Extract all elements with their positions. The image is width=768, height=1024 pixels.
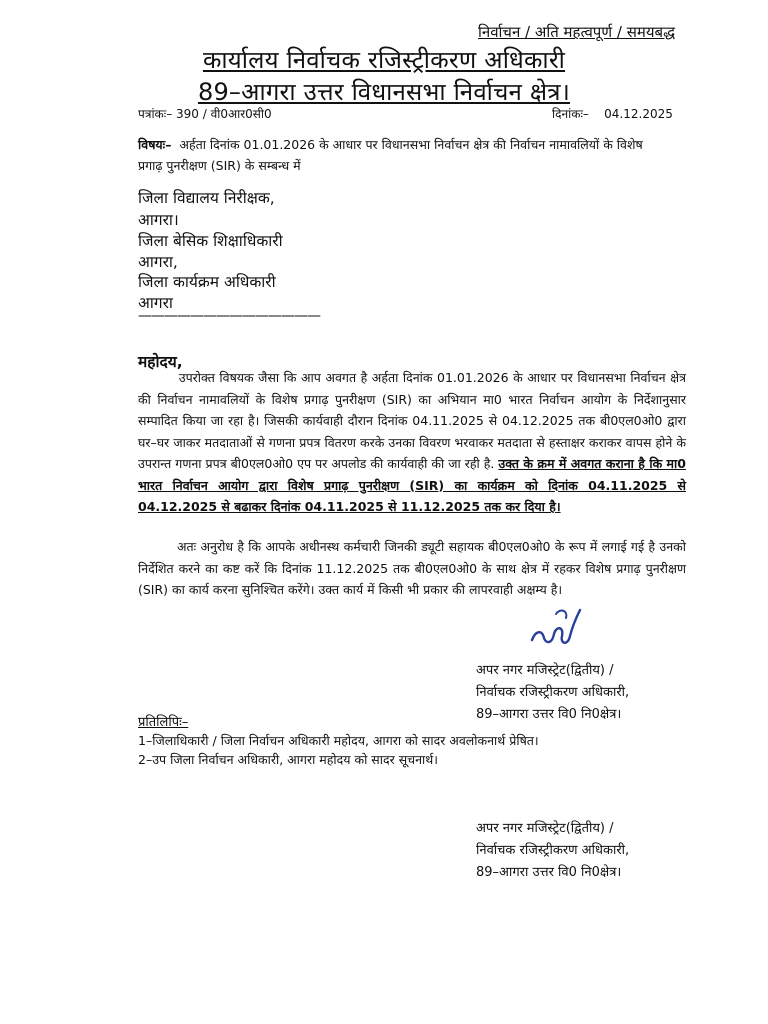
body-paragraph-2: अतः अनुरोध है कि आपके अधीनस्थ कर्मचारी जिनकी ड्यूटी सहायक बी0एल0ओ0 के रूप में लगाई गई है उनको निर्देशित करने का कष्ट करें कि दिनांक 11.12.2025 तक बी0एल0ओ0 के साथ क्षेत्र में रहकर विशेष प्रगाढ़ पुनरीक्षण (SIR) का कार्य करना सुनिश्चित करेंगे। उक्त कार्य में किसी भी प्रकार की लापरवाही अक्षम्य है। — [138, 539, 687, 597]
subject-label: विषयः– — [138, 137, 172, 152]
addressee-line: आगरा। — [138, 211, 179, 229]
addressee-line: आगरा, — [138, 253, 178, 271]
extension-notice: उक्त के क्रम में अवगत कराना है कि मा0 भारत निर्वाचन आयोग द्वारा विशेष प्रगाढ़ पुनरीक्षण (SIR) का कार्यक्रम को दिनांक 04.11.2025 से 04.12.2025 से बढाकर दिनांक 04.11.2025 से 11.12.2025 तक कर दिया है। — [138, 456, 686, 514]
constituency-title: 89–आगरा उत्तर विधानसभा निर्वाचन क्षेत्र। — [197, 78, 571, 106]
signature-block — [476, 660, 629, 726]
classification-tag: निर्वाचन / अति महत्वपूर्ण / समयबद्ध — [478, 23, 676, 41]
subject — [138, 134, 668, 176]
addressee-line: जिला बेसिक शिक्षाधिकारी — [138, 232, 283, 250]
copy-to-item: 2–उप जिला निर्वाचन अधिकारी, आगरा महोदय को सादर सूचनार्थ। — [138, 752, 439, 767]
addressee-line: आगरा — [138, 294, 173, 312]
signatory-constituency: 89–आगरा उत्तर वि0 नि0क्षेत्र। — [476, 707, 622, 722]
signature-mark — [526, 600, 586, 660]
letter-date: दिनांकः– 04.12.2025 — [552, 107, 673, 121]
signatory-role: निर्वाचक रजिस्ट्रीकरण अधिकारी, — [476, 685, 630, 700]
addressee-line: जिला विद्यालय निरीक्षक, — [138, 189, 275, 207]
signatory-designation: अपर नगर मजिस्ट्रेट(द्वितीय) / — [476, 663, 614, 678]
office-title: कार्यालय निर्वाचक रजिस्ट्रीकरण अधिकारी — [202, 46, 566, 74]
separator-line: —————————————— — [138, 308, 320, 324]
copy-to-label: प्रतिलिपिः– — [138, 715, 189, 730]
subject-text: अर्हता दिनांक 01.01.2026 के आधार पर विधानसभा निर्वाचन क्षेत्र की निर्वाचन नामावलियों के विशेष प्रगाढ़ पुनरीक्षण (SIR) के सम्बन्ध में — [138, 137, 643, 173]
signatory-designation: अपर नगर मजिस्ट्रेट(द्वितीय) / — [476, 821, 614, 836]
body-paragraph-1: उपरोक्त विषयक जैसा कि आप अवगत है अर्हता दिनांक 01.01.2026 के आधार पर विधानसभा निर्वाचन क्षेत्र की निर्वाचन नामावलियों के विशेष प्रगाढ़ पुनरीक्षण (SIR) का अभियान मा0 भारत निर्वाचन आयोग के निर्देशानुसार सम्पादित किया जा रहा है। जिसकी कार्यवाही दौरान दिनांक 04.11.2025 से 04.12.2025 तक बी0एल0ओ0 द्वारा घर–घर जाकर मतदाताओं से गणना प्रपत्र वितरण करके उनका विवरण भरवाकर मतदाता से हस्ताक्षर कराकर वापस होने के उपरान्त गणना प्रपत्र बी0एल0ओ0 एप पर अपलोड की कार्यवाही की जा रही है. उक्त के क्रम में अवगत कराना है कि मा0 भारत निर्वाचन आयोग द्वारा विशेष प्रगाढ़ पुनरीक्षण (SIR) का कार्यक्रम को दिनांक 04.11.2025 से 04.12.2025 से बढाकर दिनांक 04.11.2025 से 11.12.2025 तक कर दिया है। — [138, 370, 686, 514]
signature-block-copy — [476, 818, 629, 884]
salutation: महोदय, — [138, 353, 183, 371]
addressee-line: जिला कार्यक्रम अधिकारी — [138, 273, 276, 291]
signatory-constituency: 89–आगरा उत्तर वि0 नि0क्षेत्र। — [476, 865, 622, 880]
reference-number: पत्रांकः– 390 / वी0आर0सी0 — [138, 107, 272, 121]
signatory-role: निर्वाचक रजिस्ट्रीकरण अधिकारी, — [476, 843, 630, 858]
copy-to-item: 1–जिलाधिकारी / जिला निर्वाचन अधिकारी महोदय, आगरा को सादर अवलोकनार्थ प्रेषित। — [138, 733, 539, 748]
